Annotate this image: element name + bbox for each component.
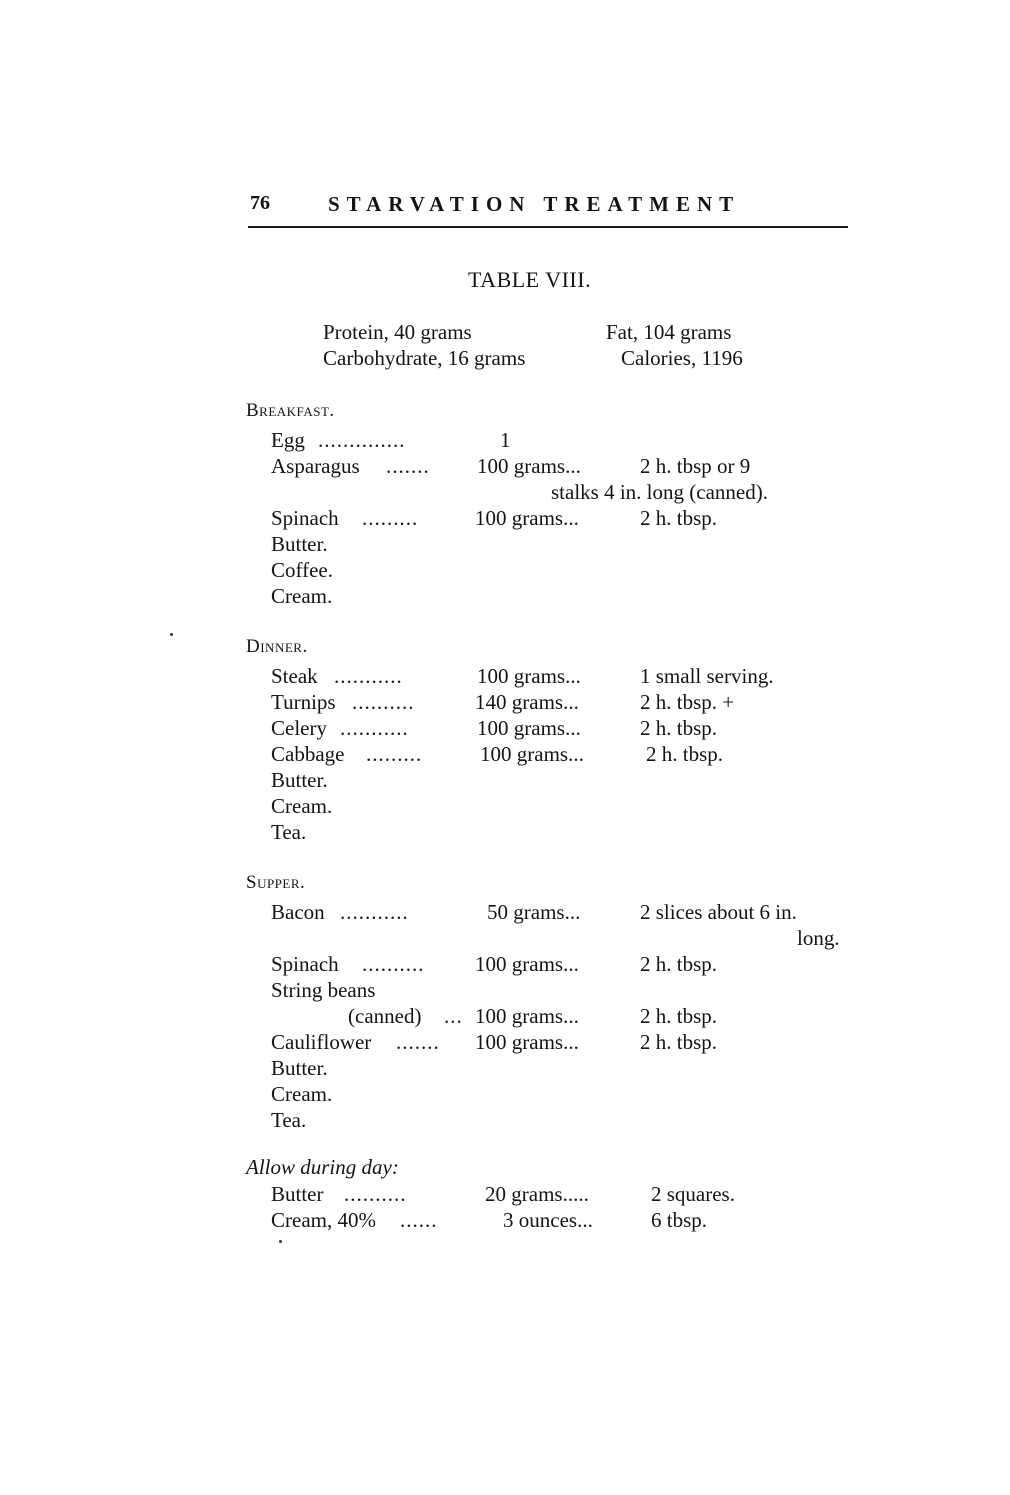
food-name: Spinach bbox=[271, 506, 339, 530]
food-name: String beans bbox=[271, 978, 376, 1002]
food-measure: 2 h. tbsp. bbox=[640, 1030, 718, 1054]
food-name: Tea. bbox=[271, 1108, 307, 1132]
scan-speck bbox=[279, 1240, 282, 1243]
food-measure: 2 h. tbsp. bbox=[646, 742, 724, 766]
food-name: Turnips bbox=[271, 690, 336, 714]
food-measure: 2 h. tbsp. bbox=[640, 506, 718, 530]
food-amount: 140 grams... bbox=[475, 690, 579, 714]
dot-leader: ....... bbox=[386, 454, 430, 478]
food-measure: 2 h. tbsp or 9 bbox=[640, 454, 751, 478]
dot-leader: ......... bbox=[366, 742, 423, 766]
dot-leader: .......... bbox=[352, 690, 415, 714]
measure-continuation: stalks 4 in. long (canned). bbox=[551, 480, 768, 504]
food-measure: 2 h. tbsp. bbox=[640, 716, 718, 740]
food-name: Celery bbox=[271, 716, 327, 740]
dot-leader: ....... bbox=[396, 1030, 440, 1054]
dot-leader: ... bbox=[444, 1004, 463, 1028]
food-name: Asparagus bbox=[271, 454, 360, 478]
breakfast-heading: Breakfast. bbox=[246, 400, 335, 421]
food-name: Butter bbox=[271, 1182, 324, 1206]
food-amount: 100 grams... bbox=[475, 1030, 579, 1054]
dot-leader: ........... bbox=[334, 664, 403, 688]
food-name: Cream. bbox=[271, 794, 333, 818]
food-name: Butter. bbox=[271, 1056, 328, 1080]
food-measure: 2 h. tbsp. bbox=[640, 952, 718, 976]
page-number: 76 bbox=[250, 192, 270, 214]
food-name: (canned) bbox=[348, 1004, 422, 1028]
food-measure: 2 squares. bbox=[651, 1182, 735, 1206]
food-amount: 50 grams... bbox=[487, 900, 581, 924]
food-name: Steak bbox=[271, 664, 318, 688]
summary-calories: Calories, 1196 bbox=[621, 346, 743, 370]
dinner-heading: Dinner. bbox=[246, 636, 308, 657]
food-name: Bacon bbox=[271, 900, 325, 924]
dot-leader: ........... bbox=[340, 716, 409, 740]
dot-leader: .......... bbox=[344, 1182, 407, 1206]
food-name: Cauliflower bbox=[271, 1030, 372, 1054]
dot-leader: ...... bbox=[400, 1208, 438, 1232]
running-head bbox=[248, 190, 848, 228]
food-amount: 100 grams... bbox=[477, 454, 581, 478]
summary-fat: Fat, 104 grams bbox=[606, 320, 732, 344]
dot-leader: .............. bbox=[318, 428, 406, 452]
food-measure: 2 h. tbsp. bbox=[640, 1004, 718, 1028]
food-measure: 6 tbsp. bbox=[651, 1208, 708, 1232]
food-measure: 2 h. tbsp. + bbox=[640, 690, 735, 714]
food-amount: 100 grams... bbox=[475, 952, 579, 976]
food-measure: 1 small serving. bbox=[640, 664, 774, 688]
food-amount: 100 grams... bbox=[477, 716, 581, 740]
food-name: Butter. bbox=[271, 768, 328, 792]
dot-leader: .......... bbox=[362, 952, 425, 976]
food-name: Cream, 40% bbox=[271, 1208, 376, 1232]
running-title: STARVATION TREATMENT bbox=[328, 192, 741, 216]
food-name: Cream. bbox=[271, 584, 333, 608]
dot-leader: ........... bbox=[340, 900, 409, 924]
measure-continuation: long. bbox=[797, 926, 840, 950]
food-amount: 100 grams... bbox=[475, 506, 579, 530]
food-measure: 2 slices about 6 in. bbox=[640, 900, 797, 924]
food-amount: 1 bbox=[500, 428, 511, 452]
food-amount: 20 grams..... bbox=[485, 1182, 589, 1206]
food-amount: 100 grams... bbox=[480, 742, 584, 766]
food-amount: 100 grams... bbox=[475, 1004, 579, 1028]
food-name: Coffee. bbox=[271, 558, 334, 582]
supper-heading: Supper. bbox=[246, 872, 306, 893]
food-amount: 3 ounces... bbox=[503, 1208, 593, 1232]
allowance-heading: Allow during day: bbox=[246, 1155, 399, 1179]
summary-carbohydrate: Carbohydrate, 16 grams bbox=[323, 346, 526, 370]
food-name: Cabbage bbox=[271, 742, 345, 766]
food-name: Spinach bbox=[271, 952, 339, 976]
food-name: Tea. bbox=[271, 820, 307, 844]
dot-leader: ......... bbox=[362, 506, 419, 530]
food-name: Butter. bbox=[271, 532, 328, 556]
food-name: Cream. bbox=[271, 1082, 333, 1106]
food-name: Egg bbox=[271, 428, 305, 452]
summary-protein: Protein, 40 grams bbox=[323, 320, 472, 344]
table-title: TABLE VIII. bbox=[468, 267, 592, 292]
food-amount: 100 grams... bbox=[477, 664, 581, 688]
scan-speck bbox=[170, 633, 173, 636]
